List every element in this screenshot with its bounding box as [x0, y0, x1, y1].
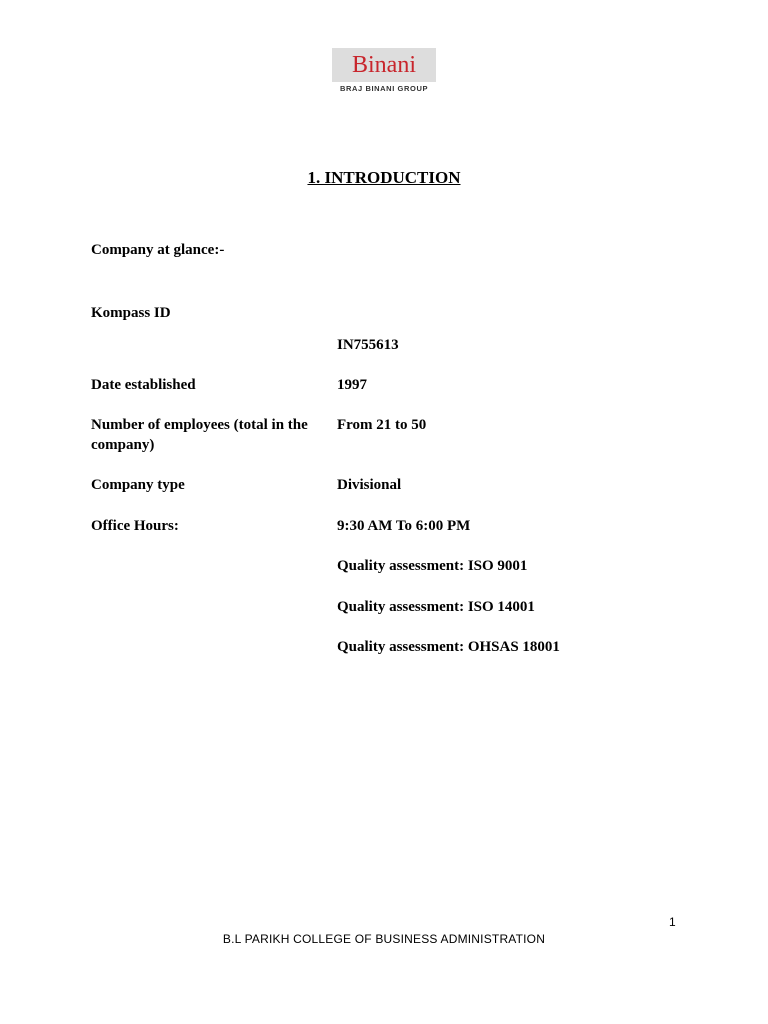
page-footer: B.L PARIKH COLLEGE OF BUSINESS ADMINISTRATION [222, 932, 546, 946]
section-title-text: 1. INTRODUCTION [307, 168, 461, 187]
logo-wordmark: Binani [332, 48, 436, 82]
logo-tagline: BRAJ BINANI GROUP [339, 84, 429, 93]
company-logo [332, 48, 436, 93]
kompass-id-label: Kompass ID [91, 305, 171, 321]
office-hours-label: Office Hours: [91, 518, 179, 534]
quality-assessment-iso-9001: Quality assessment: ISO 9001 [337, 558, 528, 574]
quality-assessment-ohsas-18001: Quality assessment: OHSAS 18001 [337, 639, 560, 655]
section-title [0, 168, 768, 188]
page-number: 1 [669, 915, 676, 929]
company-type-value: Divisional [337, 477, 402, 493]
quality-assessment-iso-14001: Quality assessment: ISO 14001 [337, 599, 535, 615]
employees-label: Number of employees (total in the company) [91, 417, 308, 453]
date-established-label: Date established [91, 377, 196, 393]
company-type-label: Company type [91, 477, 185, 493]
kompass-id-value: IN755613 [337, 337, 399, 353]
office-hours-value: 9:30 AM To 6:00 PM [337, 518, 471, 534]
subheading: Company at glance:- [91, 242, 225, 258]
date-established-value: 1997 [337, 377, 367, 393]
employees-value: From 21 to 50 [337, 417, 427, 433]
